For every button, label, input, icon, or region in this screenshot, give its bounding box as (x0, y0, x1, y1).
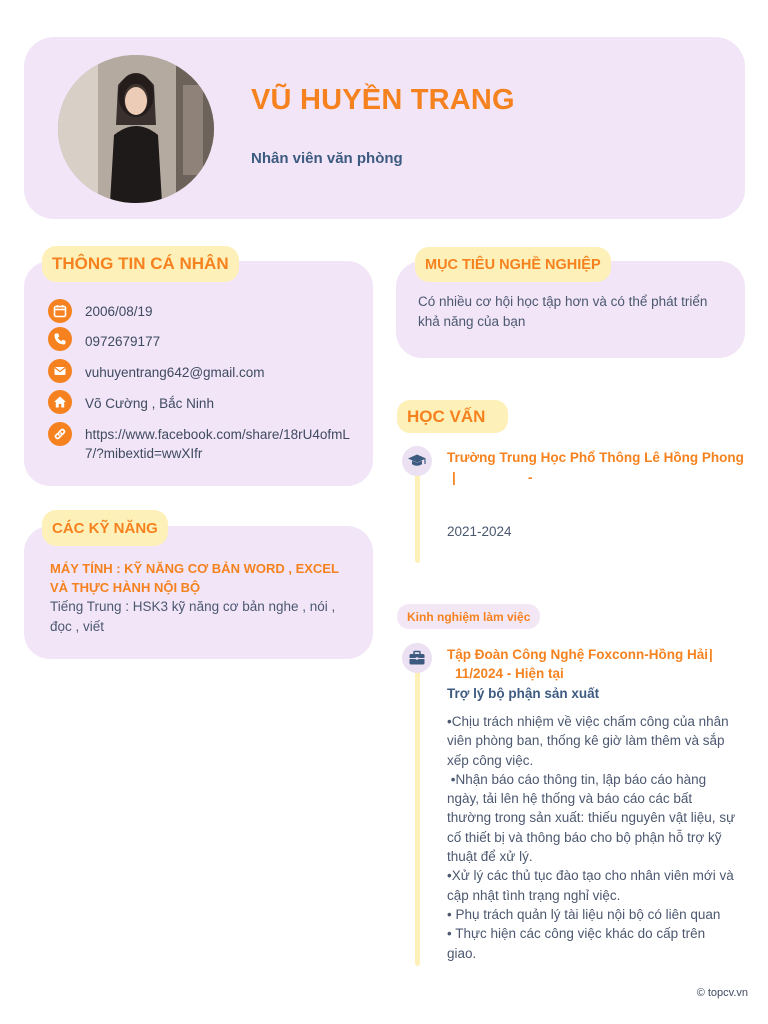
personal-info-heading: THÔNG TIN CÁ NHÂN (42, 246, 239, 282)
school-name: Trường Trung Học Phổ Thông Lê Hồng Phong (447, 450, 744, 465)
skill-title: MÁY TÍNH : KỸ NĂNG CƠ BẢN WORD , EXCEL VÀ THỰC HÀNH NỘI BỘ (50, 561, 339, 595)
job-title: Nhân viên văn phòng (251, 150, 403, 167)
description-item: •Nhận báo cáo thông tin, lập báo cáo hàng ngày, tải lên hệ thống và báo cáo các bất thường trong sản xuất: thiếu nguyên vật liệu, sự cố thiết bị và thông báo cho bộ phận hỗ trợ kỹ thuật để xử lý. (447, 771, 739, 865)
briefcase-icon (402, 643, 432, 673)
experience-description (447, 712, 737, 963)
address-value: Võ Cường , Bắc Ninh (85, 396, 214, 411)
envelope-icon (48, 359, 72, 383)
description-item: •Xử lý các thủ tục đào tạo cho nhân viên mới và cập nhật tình trạng nghỉ việc. (447, 868, 734, 903)
education-years: 2021-2024 (447, 524, 512, 539)
phone-icon (48, 327, 72, 351)
skills-list (50, 559, 350, 637)
facebook-row (48, 422, 350, 463)
phone-value: 0972679177 (85, 334, 161, 349)
experience-dates: 11/2024 - Hiện tại (455, 666, 564, 681)
birthday-value: 2006/08/19 (85, 304, 153, 319)
description-item: •Chịu trách nhiệm về việc chấm công của nhân viên phòng ban, thống kê giờ làm thêm và sắp xếp công việc. (447, 714, 729, 768)
experience-separator: | (709, 647, 713, 662)
objective-text: Có nhiều cơ hội học tập hơn và có thể phát triển khả năng của bạn (418, 294, 708, 329)
graduation-cap-icon (402, 446, 432, 476)
skills-heading: CÁC KỸ NĂNG (42, 510, 168, 546)
education-dash: - (528, 470, 533, 485)
education-separator: | (452, 470, 456, 485)
home-icon (48, 390, 72, 414)
footer-credit[interactable]: © topcv.vn (696, 987, 748, 999)
experience-timeline (415, 670, 420, 966)
link-icon (48, 422, 72, 446)
profile-photo (58, 55, 214, 203)
facebook-link[interactable]: https://www.facebook.com/share/18rU4ofmL7/?mibextid=wwXIfr (85, 427, 350, 461)
company-name: Tập Đoàn Công Nghệ Foxconn-Hồng Hải (447, 647, 708, 662)
birthday-row (48, 299, 355, 323)
description-item: • Thực hiện các công việc khác do cấp trên giao. (447, 926, 706, 961)
description-item: • Phụ trách quản lý tài liệu nội bộ có liên quan (447, 906, 721, 922)
objective-heading: MỤC TIÊU NGHỀ NGHIỆP (415, 247, 611, 282)
skill-description: Tiếng Trung : HSK3 kỹ năng cơ bản nghe , nói , đọc , viết (50, 599, 336, 634)
email-row (48, 359, 355, 383)
address-row (48, 390, 355, 414)
candidate-name: VŨ HUYỀN TRANG (251, 84, 515, 116)
education-heading: HỌC VẤN (397, 400, 508, 433)
education-timeline (415, 473, 420, 563)
email-value[interactable]: vuhuyentrang642@gmail.com (85, 365, 265, 380)
calendar-icon (48, 299, 72, 323)
phone-row (48, 327, 355, 351)
position-title: Trợ lý bộ phận sản xuất (447, 686, 600, 701)
experience-heading: Kinh nghiệm làm việc (397, 604, 540, 629)
avatar (58, 55, 214, 203)
